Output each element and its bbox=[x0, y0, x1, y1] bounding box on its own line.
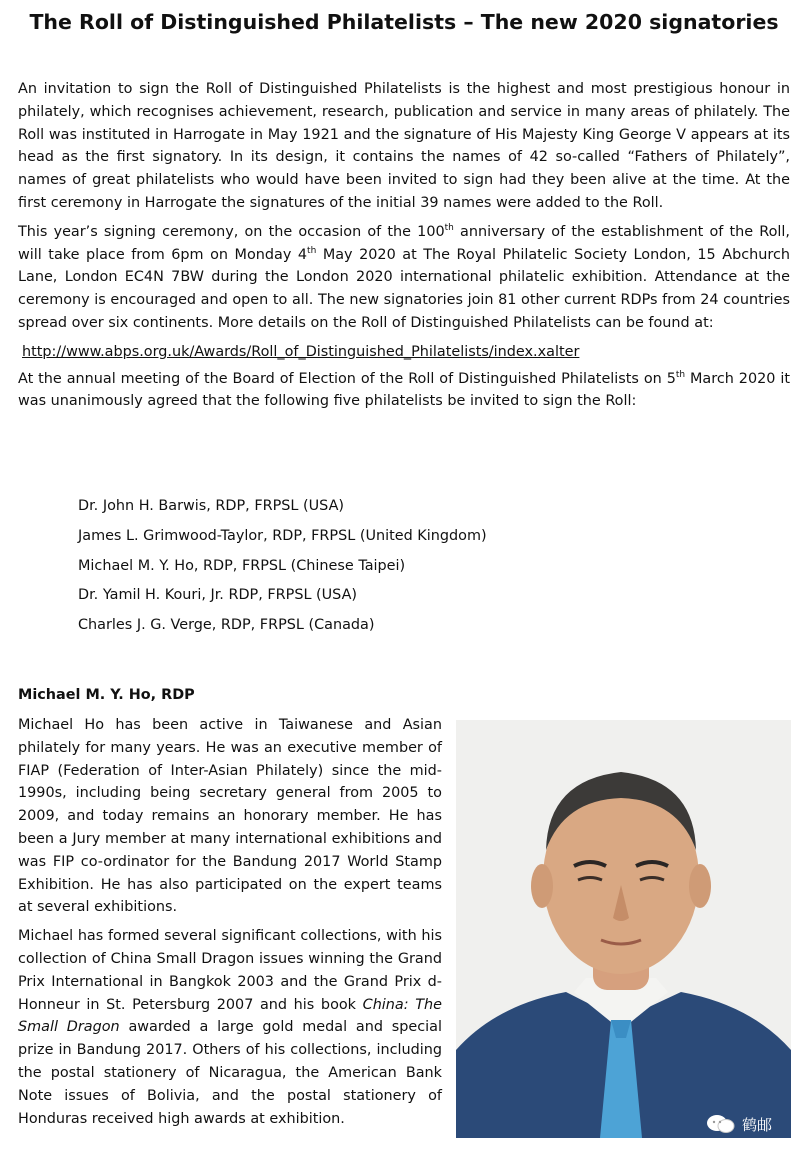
signatory-item: Charles J. G. Verge, RDP, FRPSL (Canada) bbox=[78, 617, 375, 634]
portrait-illustration bbox=[456, 720, 791, 1138]
profile-paragraph-2 bbox=[18, 925, 442, 1130]
ordinal-suffix: th bbox=[444, 222, 454, 233]
intro-paragraph-2-text: May 2020 at The Royal Philatelic Society London, 15 Abchurch Lane, London EC4N 7BW during the London 2020 international philatelic exhibition. Attendance at the ceremony is encouraged and open to all. The new signatories join 81 other current RDPs from 24 countries spread over six continents. More details on the Roll of Distinguished Philatelists can be found at: bbox=[18, 246, 790, 331]
rdp-website-link[interactable]: http://www.abps.org.uk/Awards/Roll_of_Distinguished_Philatelists/index.xalter bbox=[22, 343, 580, 360]
signatory-item: Michael M. Y. Ho, RDP, FRPSL (Chinese Taipei) bbox=[78, 557, 406, 574]
watermark-text: 鹤邮 bbox=[742, 1115, 773, 1134]
ordinal-suffix: th bbox=[307, 245, 317, 256]
ordinal-suffix: th bbox=[675, 369, 686, 380]
profile-heading: Michael M. Y. Ho, RDP bbox=[18, 687, 195, 703]
intro-paragraph-2-text: anniversary of the establishment of the Roll, will take place from 6pm on Monday 4 bbox=[18, 223, 791, 263]
intro-section bbox=[18, 78, 790, 419]
signatory-item: James L. Grimwood-Taylor, RDP, FRPSL (United Kingdom) bbox=[78, 527, 487, 544]
profile-paragraph-2-text: awarded a large gold medal and special prize in Bandung 2017. Others of his collections, including the postal stationery of Nicaragua, the American Bank Note issues of Bolivia, and the postal stationery of Honduras received high awards at exhibition. bbox=[18, 1019, 442, 1127]
wechat-watermark bbox=[706, 1110, 772, 1138]
signatories-list bbox=[78, 492, 638, 641]
book-title: China: The Small Dragon bbox=[18, 996, 442, 1036]
profile-paragraph-1: Michael Ho has been active in Taiwanese and Asian philately for many years. He was an executive member of FIAP (Federation of Inter-Asian Philately) since the mid-1990s, including being secretary general from 2005 to 2009, and today remains an honorary member. He has been a Jury member at many international exhibitions and was FIP co-ordinator for the Bandung 2017 World Stamp Exhibition. He has also participated on the expert teams at several exhibitions. bbox=[18, 717, 442, 916]
intro-paragraph-3-text: March 2020 it was unanimously agreed that the following five philatelists be invited to sign the Roll: bbox=[18, 370, 790, 410]
signatory-item: Dr. Yamil H. Kouri, Jr. RDP, FRPSL (USA) bbox=[78, 587, 358, 604]
right-ear bbox=[689, 864, 711, 908]
document-title: The Roll of Distinguished Philatelists – The new 2020 signatories bbox=[29, 10, 779, 34]
profile-paragraph-2-text: Michael has formed several significant collections, with his collection of China Small Dragon issues winning the Grand Prix International in Bangkok 2003 and the Grand Prix d-Honneur in St. Petersburg 2007 and his book bbox=[18, 928, 442, 1013]
wechat-icon bbox=[706, 1113, 736, 1135]
link-line bbox=[22, 341, 790, 364]
intro-paragraph-1: An invitation to sign the Roll of Distinguished Philatelists is the highest and most prestigious honour in philately, which recognises achievement, research, publication and service in many areas of philately. The Roll was instituted in Harrogate in May 1921 and the signature of His Majesty King George V appears at its head as the first signatory. In its design, it contains the names of 42 so-called “Fathers of Philately”, names of great philatelists who would have been invited to sign had they been alive at the time. At the first ceremony in Harrogate the signatures of the initial 39 names were added to the Roll. bbox=[18, 81, 790, 211]
profile-section bbox=[18, 684, 442, 1136]
intro-paragraph-3 bbox=[18, 368, 790, 414]
left-ear bbox=[531, 864, 553, 908]
portrait-photo bbox=[456, 720, 791, 1138]
intro-paragraph-2-text: This year’s signing ceremony, on the occasion of the 100 bbox=[18, 223, 445, 240]
signatory-item: Dr. John H. Barwis, RDP, FRPSL (USA) bbox=[78, 498, 345, 514]
intro-paragraph-2 bbox=[18, 221, 790, 335]
intro-paragraph-3-text: At the annual meeting of the Board of Election of the Roll of Distinguished Philatelists on 5 bbox=[18, 370, 676, 387]
